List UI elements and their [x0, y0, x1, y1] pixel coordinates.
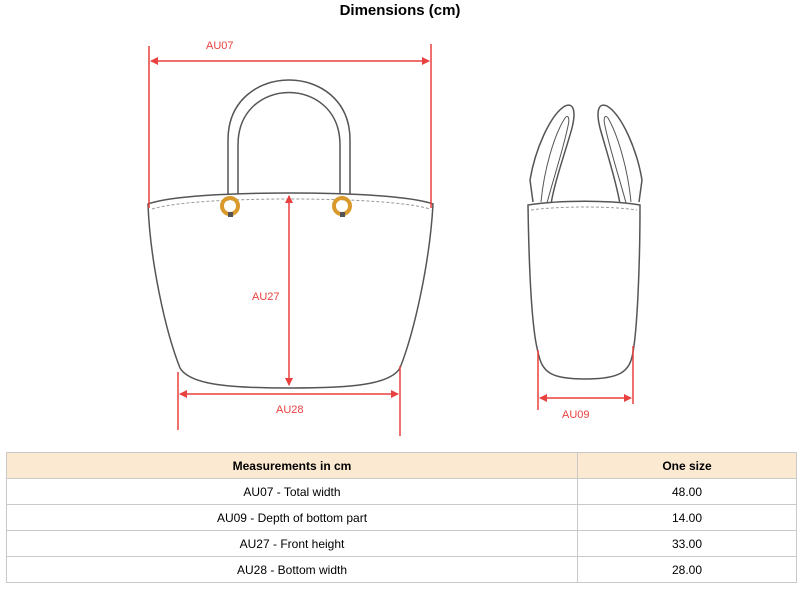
measurements-table — [6, 452, 797, 583]
front-handle-inner — [238, 93, 340, 201]
au28-label: AU28 — [276, 404, 304, 416]
table-row — [7, 557, 797, 583]
measurement-label: AU09 - Depth of bottom part — [7, 505, 578, 531]
table-row — [7, 531, 797, 557]
side-body — [528, 201, 640, 379]
au07-label: AU07 — [206, 40, 234, 52]
measurement-label: AU07 - Total width — [7, 479, 578, 505]
measurement-value: 28.00 — [578, 557, 797, 583]
measurement-label: AU28 - Bottom width — [7, 557, 578, 583]
au27-label: AU27 — [252, 291, 280, 303]
measurement-label: AU27 - Front height — [7, 531, 578, 557]
table-row — [7, 479, 797, 505]
measurement-value: 48.00 — [578, 479, 797, 505]
front-handle — [228, 80, 350, 200]
column-header-size: One size — [578, 453, 797, 479]
au09-label: AU09 — [562, 409, 590, 421]
bag-front-view — [148, 80, 433, 388]
table-row — [7, 505, 797, 531]
measurement-value: 14.00 — [578, 505, 797, 531]
front-body — [148, 193, 433, 388]
table-header-row — [7, 453, 797, 479]
measurement-value: 33.00 — [578, 531, 797, 557]
page-title: Dimensions (cm) — [339, 2, 461, 19]
column-header-measurement: Measurements in cm — [7, 453, 578, 479]
side-left-handle — [530, 105, 574, 204]
bag-side-view — [528, 105, 642, 379]
